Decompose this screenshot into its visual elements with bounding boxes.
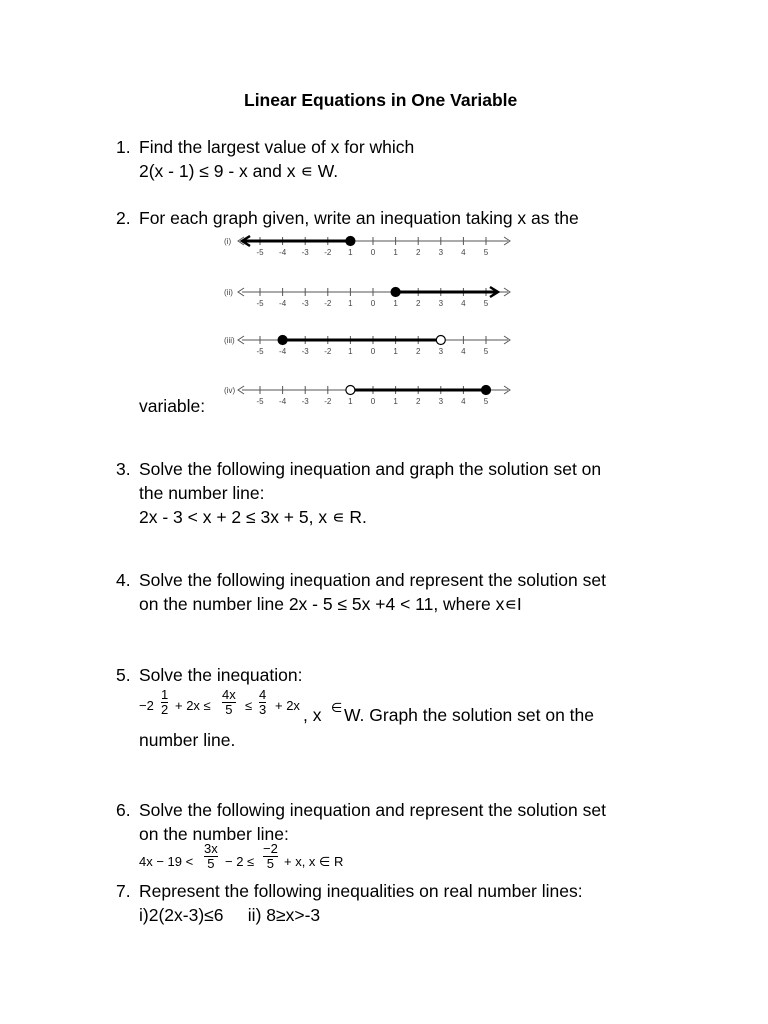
q5-fraction-1-den: 2 <box>161 702 169 717</box>
tick-label: 0 <box>370 397 376 406</box>
tick-label: 1 <box>393 397 398 406</box>
q5-text-line3: number line. <box>139 730 236 750</box>
q7-text-line2: i)2(2x-3)≤6 ii) 8≥x>-3 <box>139 905 321 925</box>
number-line-graph-4 <box>222 381 522 409</box>
number-line-graph-3 <box>222 331 522 359</box>
q6-fraction-1-num: 3x <box>204 841 218 856</box>
q7-number: 7. <box>116 881 131 901</box>
tick-label: -2 <box>324 248 332 257</box>
q5-fraction-3-den: 3 <box>259 702 267 717</box>
tick-label: 3 <box>438 347 444 356</box>
q5-fraction-2-den: 5 <box>225 702 233 717</box>
page-title: Linear Equations in One Variable <box>244 90 518 110</box>
q4-text-line2: on the number line 2x - 5 ≤ 5x +4 < 11, where x∊I <box>139 594 522 614</box>
q7-text-line1: Represent the following inequalities on real number lines: <box>139 881 583 901</box>
endpoint-dot-2 <box>436 336 445 345</box>
q6-fraction-1-den: 5 <box>207 856 215 871</box>
tick-label: 0 <box>370 299 376 308</box>
tick-label: 1 <box>393 347 398 356</box>
tick-label: -4 <box>279 397 287 406</box>
q5-number: 5. <box>116 665 131 685</box>
tick-label: 1 <box>393 299 398 308</box>
tick-label: 4 <box>461 397 466 406</box>
tick-label: -2 <box>324 397 332 406</box>
q2-text-line2: variable: <box>139 396 206 416</box>
endpoint-dot <box>346 386 355 395</box>
q5-fraction-2 <box>222 688 236 717</box>
tick-label: 1 <box>348 248 353 257</box>
tick-label: 4 <box>461 299 466 308</box>
q6-number: 6. <box>116 800 131 820</box>
q6-text-line1: Solve the following inequation and represent the solution set <box>139 800 606 820</box>
q6-fraction-1 <box>204 842 218 871</box>
tick-label: 3 <box>438 299 444 308</box>
q5-tail-2: W. Graph the solution set on the <box>344 705 595 725</box>
graph-tag: (iii) <box>224 336 235 345</box>
q3-text-line2: the number line: <box>139 483 265 503</box>
tick-label: 1 <box>348 347 353 356</box>
q5-fraction-3-num: 4 <box>259 687 267 702</box>
tick-label: 5 <box>483 299 489 308</box>
q3-number: 3. <box>116 459 131 479</box>
q6-fraction-2-num: −2 <box>263 841 278 856</box>
q6-text-line2: on the number line: <box>139 824 289 844</box>
q6-fraction-2 <box>263 842 278 871</box>
graph-tag: (iv) <box>224 386 236 395</box>
tick-label: 2 <box>415 347 421 356</box>
tick-label: 4 <box>461 347 466 356</box>
q5-expr-c: ≤ <box>245 698 253 713</box>
q5-fraction-2-num: 4x <box>222 687 236 702</box>
q6-expr-c: + x, x ∈ R <box>284 854 344 869</box>
q6-expr-a: 4x − 19 < <box>139 854 194 869</box>
tick-label: 5 <box>483 248 489 257</box>
q5-fraction-1 <box>161 688 168 717</box>
tick-label: -5 <box>256 397 264 406</box>
tick-label: 1 <box>348 397 353 406</box>
tick-label: -3 <box>301 248 309 257</box>
tick-label: -3 <box>301 397 309 406</box>
tick-label: -3 <box>301 299 309 308</box>
q5-expr-b: + 2x ≤ <box>175 698 211 713</box>
tick-label: 4 <box>461 248 466 257</box>
q3-text-line1: Solve the following inequation and graph the solution set on <box>139 459 602 479</box>
graph-tag: (ii) <box>224 288 233 297</box>
endpoint-dot <box>391 288 400 297</box>
endpoint-dot <box>346 237 355 246</box>
q5-expr-d: + 2x <box>275 698 300 713</box>
q4-text-line1: Solve the following inequation and represent the solution set <box>139 570 606 590</box>
q5-expr-a: −2 <box>139 698 154 713</box>
q5-text-line1: Solve the inequation: <box>139 665 303 685</box>
tick-label: 5 <box>483 347 489 356</box>
q5-fraction-3 <box>259 688 266 717</box>
graph-tag: (i) <box>224 237 232 246</box>
q2-text-line1: For each graph given, write an inequation taking x as the <box>139 208 579 228</box>
q4-number: 4. <box>116 570 131 590</box>
tick-label: 5 <box>483 397 489 406</box>
q6-fraction-2-den: 5 <box>266 856 275 871</box>
tick-label: 2 <box>415 299 421 308</box>
endpoint-dot-2 <box>482 386 491 395</box>
q1-text-line1: Find the largest value of x for which <box>139 137 415 157</box>
tick-label: -5 <box>256 299 264 308</box>
tick-label: -3 <box>301 347 309 356</box>
q1-number: 1. <box>116 137 131 157</box>
tick-label: -4 <box>279 248 287 257</box>
tick-label: -2 <box>324 299 332 308</box>
tick-label: -5 <box>256 248 264 257</box>
tick-label: 1 <box>348 299 353 308</box>
endpoint-dot <box>278 336 287 345</box>
number-line-graph-2 <box>222 283 522 311</box>
q3-text-line3: 2x - 3 < x + 2 ≤ 3x + 5, x ∊ R. <box>139 507 367 527</box>
tick-label: -4 <box>279 299 287 308</box>
number-line-graph-1 <box>222 232 522 260</box>
tick-label: 3 <box>438 248 444 257</box>
q2-number: 2. <box>116 208 131 228</box>
tick-label: -5 <box>256 347 264 356</box>
q1-text-line2: 2(x - 1) ≤ 9 - x and x ∊ W. <box>139 161 339 181</box>
q5-tail-1: , x <box>303 705 322 725</box>
tick-label: -2 <box>324 347 332 356</box>
tick-label: -4 <box>279 347 287 356</box>
tick-label: 0 <box>370 248 376 257</box>
tick-label: 3 <box>438 397 444 406</box>
q6-expr-b: − 2 ≤ <box>225 854 255 869</box>
tick-label: 0 <box>370 347 376 356</box>
q5-member-symbol: ∈ <box>331 700 343 715</box>
q5-fraction-1-num: 1 <box>161 687 169 702</box>
tick-label: 2 <box>415 397 421 406</box>
tick-label: 2 <box>415 248 421 257</box>
tick-label: 1 <box>393 248 398 257</box>
